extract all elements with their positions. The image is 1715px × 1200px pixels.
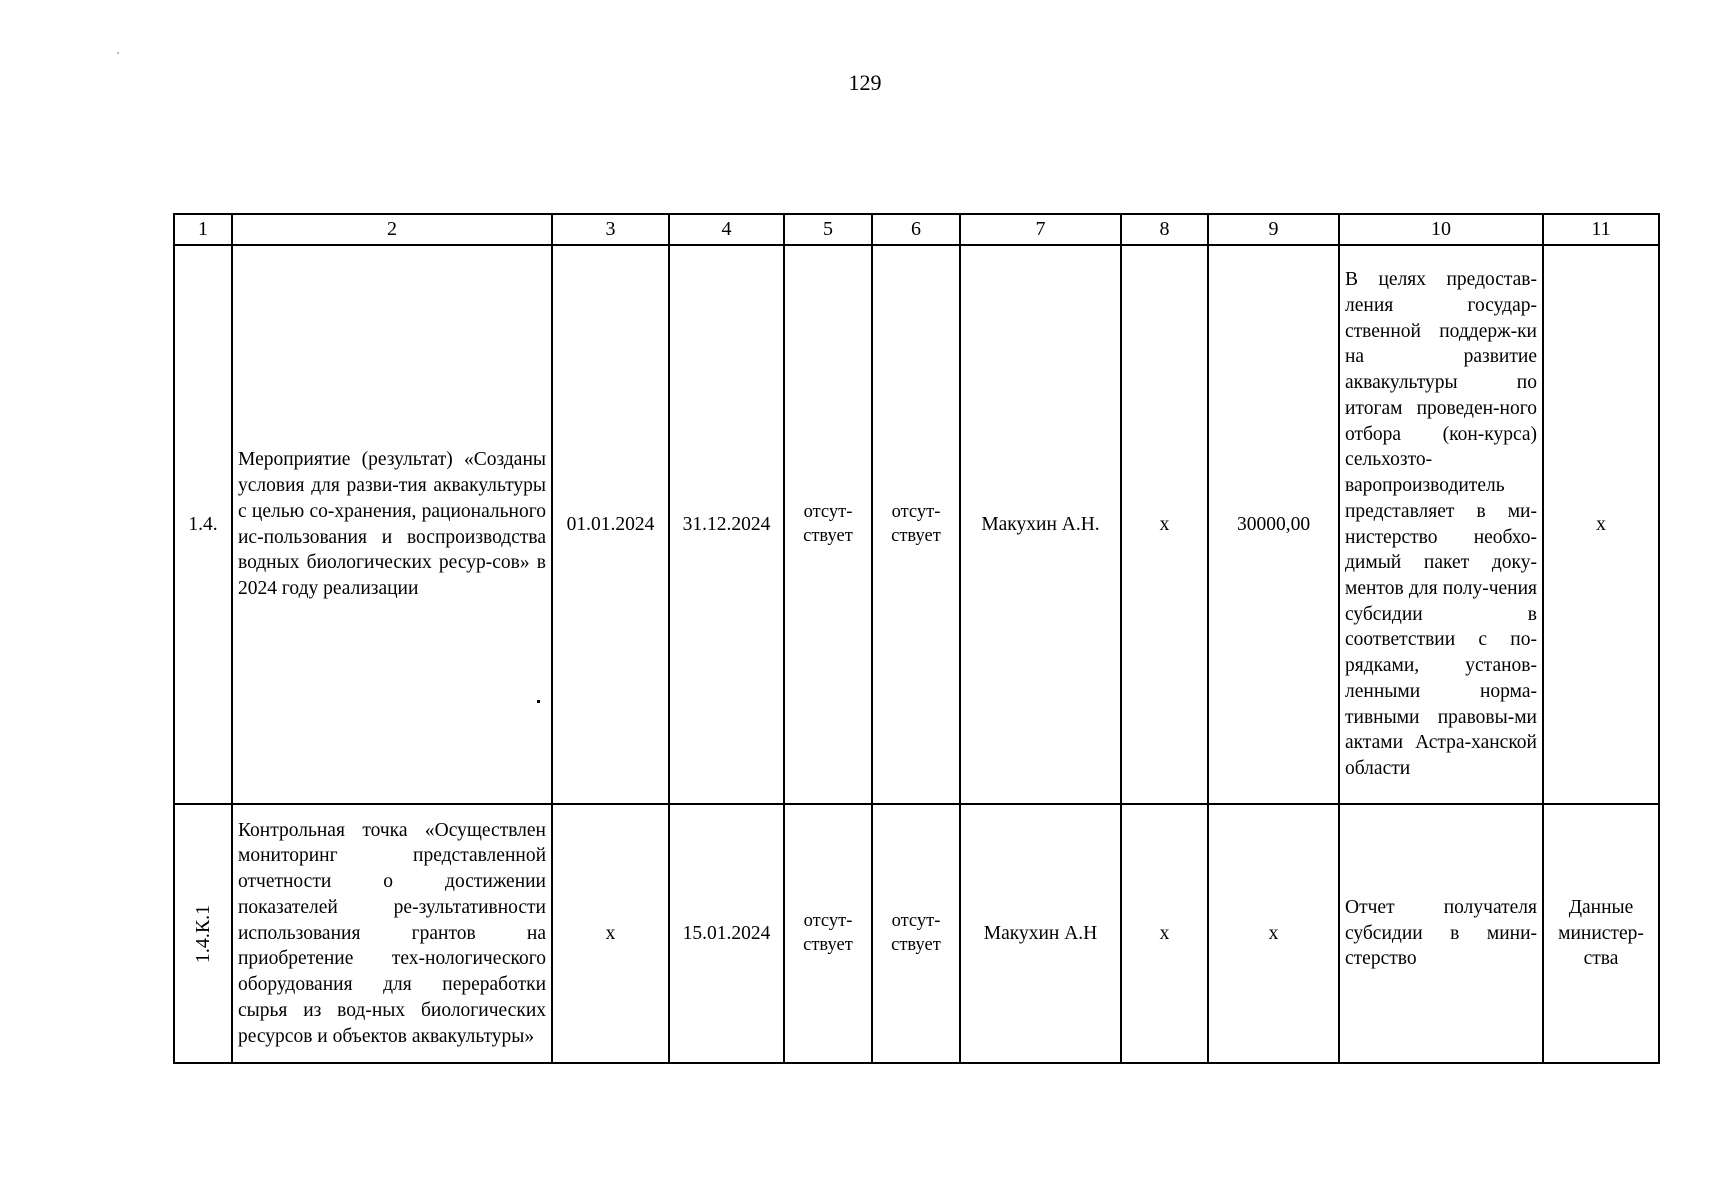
col11-value: Данные министер-ства: [1543, 804, 1659, 1063]
start-date: х: [552, 804, 669, 1063]
amount-value: 30000,00: [1208, 245, 1339, 804]
description-text: Отчет получателя субсидии в мини-стерство: [1339, 804, 1543, 1063]
header-row: [174, 214, 1659, 245]
amount-value: х: [1208, 804, 1339, 1063]
header-cell: 2: [232, 214, 552, 245]
row-name: Мероприятие (результат) «Созданы условия для разви-тия аквакультуры с целью со-хранения, рационального ис-пользования и воспроизводства водных биологических ресур-сов» в 2024 году реализации: [232, 245, 552, 804]
row-name: Контрольная точка «Осуществлен мониторинг представленной отчетности о достижении показателей ре-зультативности использования грантов на приобретение тех-нологического оборудования для переработки сырья из вод-ных биологических ресурсов и объектов аквакультуры»: [232, 804, 552, 1063]
col6-value: отсут-ствует: [872, 245, 960, 804]
stray-dot: [537, 700, 540, 703]
row-code: 1.4.К.1: [191, 904, 214, 963]
scan-speck: [117, 52, 119, 54]
description-text: В целях предостав-ления государ-ственной поддерж-ки на развитие аквакультуры по итогам проведен-ного отбора (кон-курса) сельхозто-варопроизводитель представляет в ми-нистерство необхо-димый пакет доку-ментов для полу-чения субсидии в соответствии с по-рядками, установ-ленными норма-тивными правовы-ми актами Астра-ханской области: [1339, 245, 1543, 804]
header-cell: 5: [784, 214, 872, 245]
header-cell: 8: [1121, 214, 1208, 245]
col6-value: отсут-ствует: [872, 804, 960, 1063]
col5-value: отсут-ствует: [784, 804, 872, 1063]
table-row: [174, 804, 1659, 1063]
plan-table: [173, 213, 1660, 1064]
responsible-person: Макухин А.Н: [960, 804, 1121, 1063]
table-row: [174, 245, 1659, 804]
header-cell: 3: [552, 214, 669, 245]
start-date: 01.01.2024: [552, 245, 669, 804]
row-code: 1.4.: [174, 245, 232, 804]
col8-value: х: [1121, 804, 1208, 1063]
col5-value: отсут-ствует: [784, 245, 872, 804]
col8-value: х: [1121, 245, 1208, 804]
header-cell: 11: [1543, 214, 1659, 245]
header-cell: 6: [872, 214, 960, 245]
col11-value: х: [1543, 245, 1659, 804]
header-cell: 4: [669, 214, 784, 245]
responsible-person: Макухин А.Н.: [960, 245, 1121, 804]
end-date: 31.12.2024: [669, 245, 784, 804]
header-cell: 7: [960, 214, 1121, 245]
row-code-cell: [174, 804, 232, 1063]
header-cell: 1: [174, 214, 232, 245]
end-date: 15.01.2024: [669, 804, 784, 1063]
header-cell: 10: [1339, 214, 1543, 245]
page-number: 129: [848, 70, 882, 95]
header-cell: 9: [1208, 214, 1339, 245]
